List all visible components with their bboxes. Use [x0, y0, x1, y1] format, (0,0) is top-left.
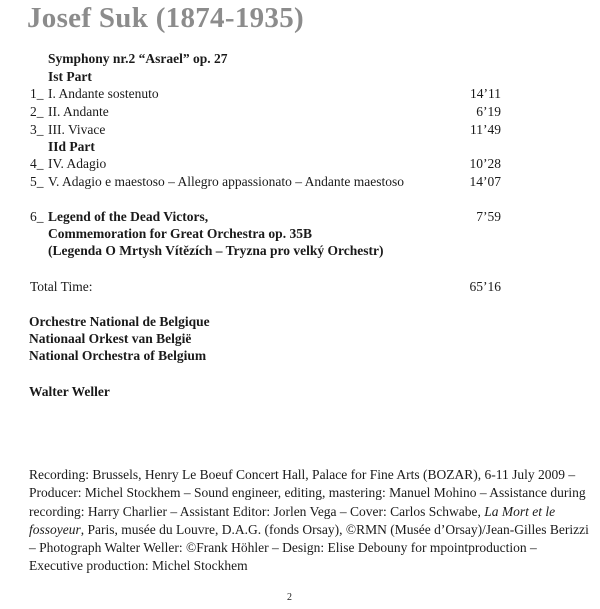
track-title: V. Adagio e maestoso – Allegro appassionato – Andante maestoso	[48, 174, 404, 189]
track-number: 4_	[30, 156, 44, 171]
composer-heading: Josef Suk (1874-1935)	[27, 2, 304, 34]
track-title: III. Vivace	[48, 122, 106, 137]
total-time-value: 65’16	[469, 279, 501, 294]
track-duration: 10’28	[469, 156, 501, 171]
track-number: 3_	[30, 122, 44, 137]
work1-title: Symphony nr.2 “Asrael” op. 27	[48, 51, 228, 66]
work2-title: Legend of the Dead Victors,	[48, 209, 209, 224]
track-duration: 14’11	[470, 86, 501, 101]
track-number: 1_	[30, 86, 44, 101]
part2-heading: IId Part	[48, 139, 95, 154]
artwork-title: La Mort et le fossoyeur	[29, 503, 556, 537]
track-duration: 7’59	[476, 209, 501, 224]
orchestra-name-nl: Nationaal Orkest van België	[29, 331, 192, 346]
track-title: IV. Adagio	[48, 156, 107, 171]
work2-subtitle: Commemoration for Great Orchestra op. 35B	[48, 226, 312, 241]
work2-czech-title: (Legenda O Mrtysh Vítězích – Tryzna pro velký Orchestr)	[48, 243, 384, 258]
track-duration: 14’07	[469, 174, 501, 189]
recording-credits	[29, 466, 589, 576]
orchestra-name-en: National Orchestra of Belgium	[29, 348, 207, 363]
conductor-name: Walter Weller	[29, 384, 110, 399]
part1-heading: Ist Part	[48, 69, 92, 84]
track-number: 5_	[30, 174, 44, 189]
credits-text-1: Recording: Brussels, Henry Le Boeuf Concert Hall, Palace for Fine Arts (BOZAR), 6-11 July 2009 – Producer: Michel Stockhem – Sound engineer, editing, mastering: Manuel Mohino – Assistance during recording: Harry Charlier – Assistant Editor: Jorlen Vega – Cover: Carlos Schwabe,	[29, 467, 586, 519]
track-number: 2_	[30, 104, 44, 119]
orchestra-name-fr: Orchestre National de Belgique	[29, 314, 210, 329]
track-title: II. Andante	[48, 104, 109, 119]
total-time-label: Total Time:	[30, 279, 93, 294]
credits-text-2: , Paris, musée du Louvre, D.A.G. (fonds Orsay), ©RMN (Musée d’Orsay)/Jean-Gilles Berizzi – Photograph Walter Weller: ©Frank Höhler – Design: Elise Debouny for mpointproduction – Executive production: Michel Stockhem	[29, 521, 589, 574]
track-number: 6_	[30, 209, 44, 224]
track-duration: 6’19	[476, 104, 501, 119]
track-duration: 11’49	[470, 122, 501, 137]
track-title: I. Andante sostenuto	[48, 86, 159, 101]
page-number: 2	[287, 592, 292, 603]
